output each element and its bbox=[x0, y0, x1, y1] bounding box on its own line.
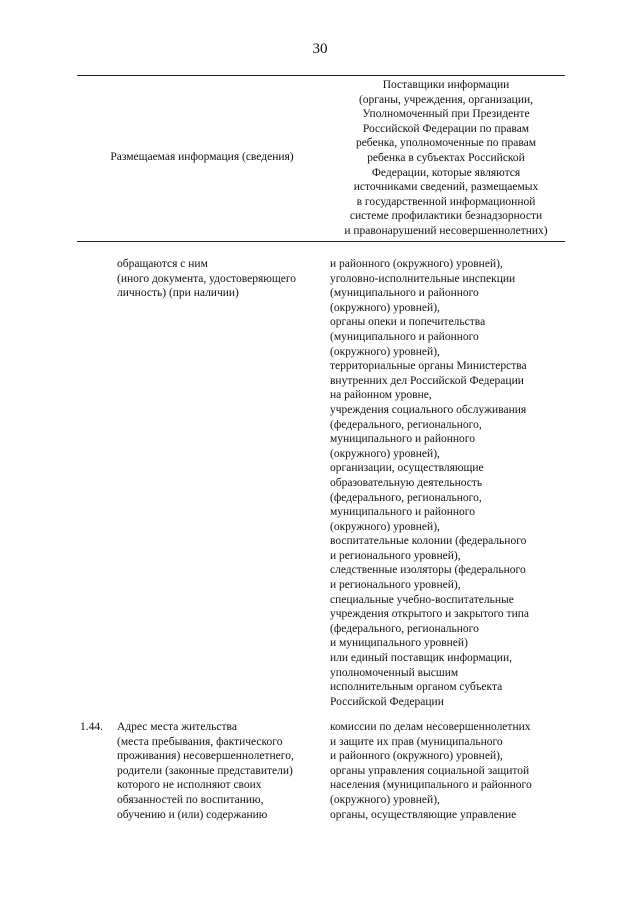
text-line: (федерального, регионального, bbox=[330, 491, 482, 504]
text-line: (окружного) уровней), bbox=[330, 345, 440, 358]
text-line: родители (законные представители) bbox=[117, 764, 293, 777]
text-line: (муниципального и районного bbox=[330, 287, 479, 300]
text-line: или единый поставщик информации, bbox=[330, 652, 512, 665]
text-line: уполномоченный высшим bbox=[330, 666, 459, 679]
text-line: специальные учебно-воспитательные bbox=[330, 593, 514, 606]
text-line: (федерального, регионального bbox=[330, 622, 479, 635]
header-line: источниками сведений, размещаемых bbox=[353, 181, 539, 194]
text-line: обязанностей по воспитанию, bbox=[117, 793, 264, 806]
text-line: (федерального, регионального, bbox=[330, 418, 482, 431]
text-line: и районного (окружного) уровней), bbox=[330, 750, 503, 763]
text-line: Адрес места жительства bbox=[117, 721, 237, 733]
text-line: воспитательные колонии (федерального bbox=[330, 535, 527, 548]
text-line: комиссии по делам несовершеннолетних bbox=[330, 721, 531, 733]
text-line: обращаются с ним bbox=[117, 258, 208, 270]
text-line: учреждения социального обслуживания bbox=[330, 403, 527, 416]
header-line: Российской Федерации по правам bbox=[362, 122, 530, 135]
text-line: (муниципального и районного bbox=[330, 330, 479, 343]
text-line: (окружного) уровней), bbox=[330, 447, 440, 460]
text-line: личность) (при наличии) bbox=[117, 287, 239, 300]
header-info-column: Размещаемая информация (сведения) bbox=[110, 151, 294, 163]
text-line: которого не исполняют своих bbox=[117, 779, 262, 792]
text-line: и муниципального уровней) bbox=[330, 637, 468, 650]
text-line: органы опеки и попечительства bbox=[330, 316, 486, 329]
page-number: 30 bbox=[312, 41, 328, 57]
text-line: исполнительным органом субъекта bbox=[330, 681, 503, 694]
text-line: муниципального и районного bbox=[330, 506, 475, 519]
row-1-providers bbox=[330, 257, 565, 709]
row-2-providers bbox=[330, 720, 565, 822]
text-line: образовательную деятельность bbox=[330, 476, 483, 489]
text-line: (окружного) уровней), bbox=[330, 301, 440, 314]
text-line: внутренних дел Российской Федерации bbox=[330, 374, 524, 387]
text-line: обучению и (или) содержанию bbox=[117, 808, 268, 821]
text-line: населения (муниципального и районного bbox=[330, 779, 532, 792]
header-providers-column bbox=[327, 78, 565, 239]
table-header-border bbox=[77, 241, 565, 242]
header-line: ребенка, уполномоченные по правам bbox=[355, 137, 537, 150]
text-line: организации, осуществляющие bbox=[330, 462, 484, 475]
text-line: проживания) несовершеннолетнего, bbox=[117, 750, 294, 763]
text-line: и регионального уровней), bbox=[330, 579, 461, 592]
header-line: (органы, учреждения, организации, bbox=[358, 93, 534, 106]
text-line: и районного (окружного) уровней), bbox=[330, 258, 503, 270]
text-line: и защите их прав (муниципального bbox=[330, 735, 503, 748]
text-line: на районном уровне, bbox=[330, 389, 432, 402]
header-line: ребенка в субъектах Российской bbox=[367, 151, 525, 164]
text-line: уголовно-исполнительные инспекции bbox=[330, 272, 516, 285]
text-line: (окружного) уровней), bbox=[330, 520, 440, 533]
text-line: (места пребывания, фактического bbox=[117, 735, 283, 748]
row-2-info bbox=[117, 720, 327, 822]
text-line: (иного документа, удостоверяющего bbox=[117, 272, 297, 285]
text-line: органы, осуществляющие управление bbox=[330, 808, 517, 821]
header-line: и правонарушений несовершеннолетних) bbox=[344, 224, 548, 237]
header-line: Уполномоченный при Президенте bbox=[362, 108, 530, 121]
text-line: муниципального и районного bbox=[330, 433, 475, 446]
header-line: Поставщики информации bbox=[382, 79, 510, 91]
header-line: системе профилактики безнадзорности bbox=[349, 210, 543, 223]
row-1-info bbox=[117, 257, 327, 301]
text-line: Российской Федерации bbox=[330, 695, 444, 708]
text-line: (окружного) уровней), bbox=[330, 793, 440, 806]
text-line: следственные изоляторы (федерального bbox=[330, 564, 526, 577]
row-2-number: 1.44. bbox=[80, 721, 103, 733]
text-line: органы управления социальной защитой bbox=[330, 764, 530, 777]
table-top-border bbox=[77, 75, 565, 76]
text-line: и регионального уровней), bbox=[330, 549, 461, 562]
header-line: в государственной информационной bbox=[356, 195, 536, 208]
header-line: Федерации, которые являются bbox=[371, 166, 521, 179]
text-line: территориальные органы Министерства bbox=[330, 360, 527, 373]
text-line: учреждения открытого и закрытого типа bbox=[330, 608, 529, 621]
